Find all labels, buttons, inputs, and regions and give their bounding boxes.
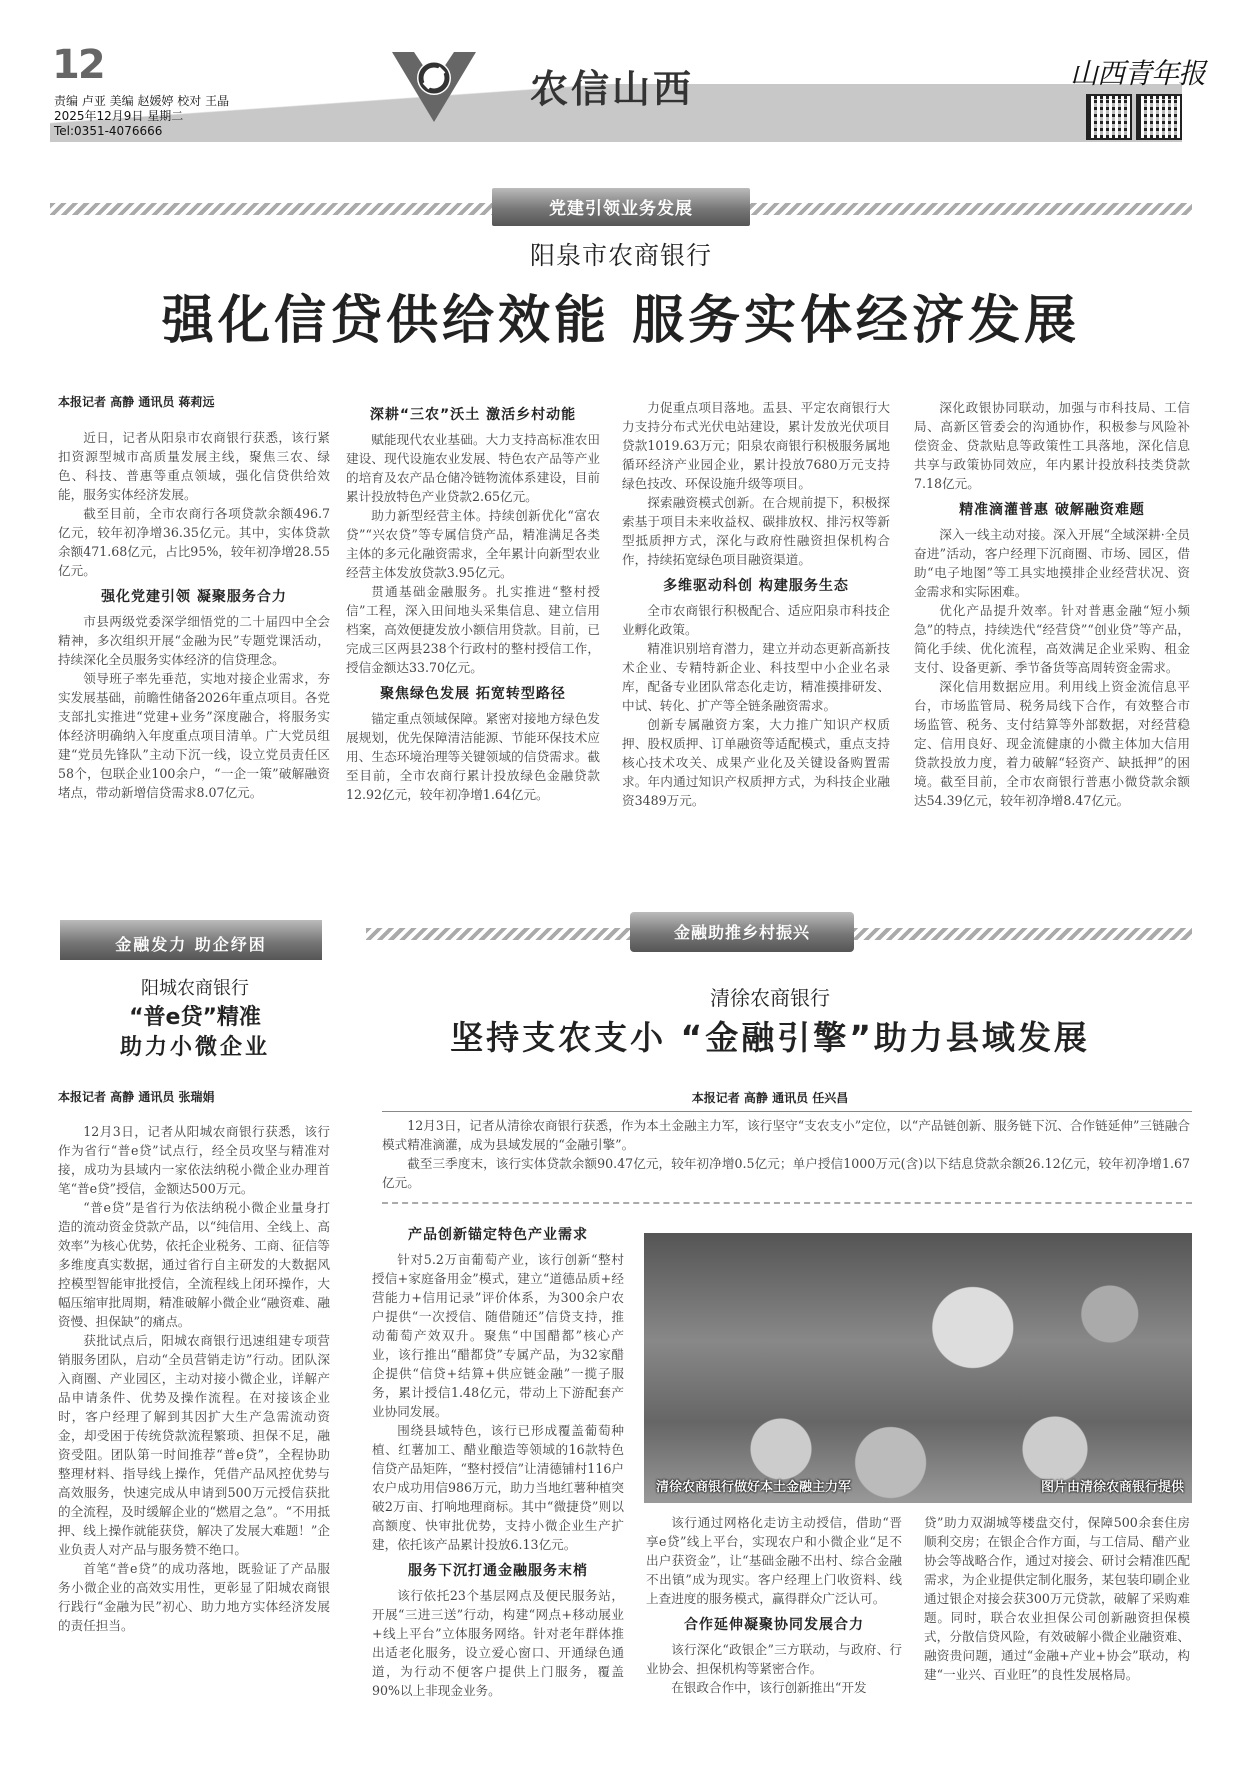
paragraph: 针对5.2万亩葡萄产业，该行创新“整村授信+家庭备用金”模式，建立“道德品质+经营能力+信用记录”评价体系，为300余户农户提供“一次授信、随借随还”信贷支持，推动葡萄产效双升。聚焦“中国醋都”核心产业，该行推出“醋都贷”专属产品，为32家醋企提供“信贷+结算+供应链金融”一揽子服务，累计授信1.48亿元，带动上下游配套产业协同发展。 [372, 1252, 624, 1419]
article-column [58, 1122, 330, 1635]
paragraph: 深化政银协同联动，加强与市科技局、工信局、高新区管委会的沟通协作，积极参与风险补偿资金、贷款贴息等政策性工具落地，深化信息共享与政策协同效应，年内累计投放科技类贷款7.18亿元。 [914, 400, 1190, 491]
article-column [58, 428, 330, 802]
divider [382, 1111, 1192, 1112]
paragraph: 优化产品提升效率。针对普惠金融“短小频急”的特点，持续迭代“经营贷”“创业贷”等产品，简化手续、优化流程，高效满足企业采购、租金支付、设备更新、季节备货等高周转资金需求。 [914, 603, 1190, 675]
editors-line: 责编 卢亚 美编 赵媛婷 校对 王晶 [54, 94, 230, 108]
article-column [646, 1513, 902, 1697]
paragraph: 12月3日，记者从阳城农商银行获悉，该行作为省行“普e贷”试点行，经全员攻坚与精准对接，成功为县域内一家依法纳税小微企业办理首笔“普e贷”授信，金额达500万元。 [58, 1124, 330, 1196]
article-byline: 本报记者 高静 通讯员 任兴昌 [691, 1091, 849, 1105]
paragraph: 截至目前，全市农商行各项贷款余额496.7亿元，较年初净增36.35亿元。其中，实体贷款余额471.68亿元，占比95%，较年初净增28.55亿元。 [58, 506, 330, 578]
subheading: 多维驱动科创 构建服务生态 [663, 578, 849, 594]
paragraph: 创新专属融资方案，大力推广知识产权质押、股权质押、订单融资等适配模式，重点支持核心技术攻关、成果产业化及关键设备购置需求。年内通过知识产权质押方式，为科技企业融资3489万元。 [622, 717, 890, 808]
article-column [372, 1218, 624, 1700]
section-banner-rural-revitalization: 金融助推乡村振兴 [630, 912, 854, 952]
paragraph: 首笔“普e贷”的成功落地，既验证了产品服务小微企业的高效实用性，更彰显了阳城农商银行践行“金融为民”初心、助力地方实体经济发展的责任担当。 [58, 1561, 330, 1633]
article-headline-line1: “普e贷”精准 [129, 1005, 261, 1030]
subheading: 深耕“三农”沃土 激活乡村动能 [369, 407, 577, 423]
paragraph: 该行深化“政银企”三方联动，与政府、行业协会、担保机构等紧密合作。 [646, 1642, 902, 1676]
news-photo [644, 1233, 1192, 1503]
divider [382, 1202, 1192, 1204]
paragraph: 贷”助力双湖城等楼盘交付，保障500余套住房顺利交房；在银企合作方面，与工信局、醋产业协会等战略合作，通过对接会、研讨会精准匹配需求，为企业提供定制化服务，某包装印刷企业通过银企对接会获300万元贷款，破解了采购难题。同时，联合农业担保公司创新融资担保模式，分散信贷风险，有效破解小微企业融资难、融资贵问题，通过“金融+产业+协会”联动，构建“一业兴、百业旺”的良性发展格局。 [924, 1515, 1190, 1682]
article-lead [382, 1116, 1190, 1192]
photo-credit: 图片由清徐农商银行提供 [1040, 1480, 1184, 1495]
subheading: 强化党建引领 凝聚服务合力 [101, 589, 287, 605]
paragraph: 截至三季度末，该行实体贷款余额90.47亿元，较年初净增0.5亿元；单户授信1000万元(含)以下结息贷款余额26.12亿元，较年初净增1.67亿元。 [382, 1156, 1190, 1190]
date-line: 2025年12月9日 星期二 [54, 109, 184, 123]
subheading: 精准滴灌普惠 破解融资难题 [959, 502, 1145, 518]
paragraph: 深入一线主动对接。深入开展“全域深耕·全员奋进”活动，客户经理下沉商圈、市场、园区，借助“电子地图”等工具实地摸排企业经营状况、资金需求和实际困难。 [914, 527, 1190, 599]
tel-line: Tel:0351-4076666 [54, 124, 163, 138]
article-kicker: 阳泉市农商银行 [529, 241, 712, 270]
paragraph: 领导班子率先垂范，实地对接企业需求，夯实发展基础，前瞻性储备2026年重点项目。各党支部扎实推进“党建+业务”深度融合，将服务实体经济明确纳入年度重点项目清单。广大党员组建“党员先锋队”主动下沉一线，设立党员责任区58个，包联企业100余户，“一企一策”破解融资堵点，带动新增信贷需求8.07亿元。 [58, 671, 330, 800]
article-headline: 强化信贷供给效能 服务实体经济发展 [161, 291, 1081, 351]
paragraph: 该行依托23个基层网点及便民服务站，开展“三进三送”行动，构建“网点+移动展业+线上平台”立体服务网络。针对老年群体推出适老化服务，设立爱心窗口、开通绿色通道，为行动不便客户提供上门服务，覆盖90%以上非现金业务。 [372, 1588, 624, 1698]
paragraph: 探索融资模式创新。在合规前提下，积极探索基于项目未来收益权、碳排放权、排污权等新型抵质押方式，深化与政府性融资担保机构合作，持续拓宽绿色项目融资渠道。 [622, 495, 890, 567]
paragraph: 该行通过网格化走访主动授信，借助“晋享e贷”线上平台，实现农户和小微企业“足不出户获资金”，让“基础金融不出村、综合金融不出镇”成为现实。客户经理上门收资料、线上查进度的服务模式，赢得群众广泛认可。 [646, 1515, 902, 1606]
subheading: 服务下沉打通金融服务末梢 [408, 1563, 588, 1579]
subheading: 产品创新锚定特色产业需求 [408, 1227, 588, 1243]
article-column [924, 1513, 1190, 1684]
article-kicker: 清徐农商银行 [710, 986, 830, 1010]
article-headline: 坚持支农支小 “金融引擎”助力县域发展 [450, 1018, 1090, 1057]
section-banner-finance: 金融发力 助企纾困 [60, 920, 322, 960]
masthead-meta [54, 94, 229, 139]
page-number: 12 [52, 42, 104, 88]
paragraph: 贯通基础金融服务。扎实推进“整村授信”工程，深入田间地头采集信息、建立信用档案，高效便捷发放小额信用贷款。目前，已完成三区两县238个行政村的整村授信工作，授信金额达33.70亿元。 [346, 584, 600, 675]
paragraph: 力促重点项目落地。盂县、平定农商银行大力支持分布式光伏电站建设，累计发放光伏项目贷款1019.63万元；阳泉农商银行积极服务属地循环经济产业园企业，累计投放7680万元支持绿色技改、环保设施升级等项目。 [622, 400, 890, 491]
article-column [914, 398, 1190, 810]
paragraph: 获批试点后，阳城农商银行迅速组建专项营销服务团队，启动“全员营销走访”行动。团队深入商圈、产业园区，主动对接小微企业，详解产品申请条件、优势及操作流程。在对接该企业时，客户经理了解到其因扩大生产急需流动资金，却受困于传统贷款流程繁琐、担保不足，融资受阻。团队第一时间推荐“普e贷”，全程协助整理材料、指导线上操作，凭借产品风控优势与高效服务，快速完成从申请到500万元授信获批的全流程，及时缓解企业的“燃眉之急”。“不用抵押、线上操作就能获贷，解决了发展大难题！”企业负责人对产品与服务赞不绝口。 [58, 1333, 330, 1557]
paragraph: 12月3日，记者从清徐农商银行获悉，作为本土金融主力军，该行坚守“支农支小”定位，以“产品链创新、服务链下沉、合作链延伸”三链融合模式精准滴灌，成为县域发展的“金融引擎”。 [382, 1118, 1190, 1152]
paragraph: 市县两级党委深学细悟党的二十届四中全会精神，多次组织开展“金融为民”专题党课活动，持续深化全员服务实体经济的信贷理念。 [58, 614, 330, 667]
photo-caption: 清徐农商银行做好本土金融主力军 [656, 1480, 852, 1495]
section-title: 农信山西 [530, 67, 695, 111]
article-headline-line2: 助力小微企业 [119, 1035, 270, 1060]
paragraph: 全市农商银行积极配合、适应阳泉市科技企业孵化政策。 [622, 603, 890, 637]
paragraph: 锚定重点领域保障。紧密对接地方绿色发展规划，优先保障清洁能源、节能环保技术应用、生态环境治理等关键领域的信贷需求。截至目前，全市农商行累计投放绿色金融贷款12.92亿元，较年初净增1.64亿元。 [346, 711, 600, 802]
paragraph: 深化信用数据应用。利用线上资金流信息平台，市场监管局、税务局线下合作，有效整合市场监管、税务、支付结算等外部数据，对经营稳定、信用良好、现金流健康的小微主体加大信用贷款投放力度，着力破解“轻资产、缺抵押”的困境。截至目前，全市农商银行普惠小微贷款余额达54.39亿元，较年初净增8.47亿元。 [914, 679, 1190, 808]
newspaper-name: 山西青年报 [1070, 57, 1206, 90]
paragraph: 赋能现代农业基础。大力支持高标准农田建设、现代设施农业发展、特色农产品等产业的培育及农产品仓储冷链物流体系建设，目前累计投放特色产业贷款2.65亿元。 [346, 432, 600, 504]
article-column [346, 398, 600, 804]
paragraph: 近日，记者从阳泉市农商银行获悉，该行紧扣资源型城市高质量发展主线，聚焦三农、绿色、科技、普惠等重点领域，强化信贷供给效能，服务实体经济发展。 [58, 430, 330, 502]
qr-code-icon [1086, 94, 1132, 140]
paragraph: 在银政合作中，该行创新推出“开发 [671, 1680, 867, 1695]
article-kicker: 阳城农商银行 [141, 978, 249, 999]
subheading: 聚焦绿色发展 拓宽转型路径 [380, 686, 566, 702]
article-byline: 本报记者 高静 通讯员 蒋莉远 [58, 395, 215, 409]
section-banner-party-building: 党建引领业务发展 [492, 188, 750, 226]
rural-credit-logo-icon [392, 52, 476, 122]
subheading: 合作延伸凝聚协同发展合力 [684, 1617, 864, 1633]
paragraph: 围绕县域特色，该行已形成覆盖葡萄种植、红薯加工、醋业酿造等领域的16款特色信贷产品矩阵，“整村授信”让清德铺村116户农户成功用信986万元，助力当地红薯种植突破2万亩、打响地理商标。其中“微捷贷”则以高额度、快审批优势，支持小微企业生产扩建，依托该产品累计投放6.13亿元。 [372, 1423, 624, 1552]
paragraph: “普e贷”是省行为依法纳税小微企业量身打造的流动资金贷款产品，以“纯信用、全线上、高效率”为核心优势，依托企业税务、工商、征信等多维度真实数据，通过省行自主研发的大数据风控模型智能审批授信，全流程线上闭环操作，大幅压缩审批周期，精准破解小微企业“融资难、融资慢、担保缺”的痛点。 [58, 1200, 330, 1329]
article-column [622, 398, 890, 810]
qr-code-icon [1136, 94, 1182, 140]
paragraph: 助力新型经营主体。持续创新优化“富农贷”“兴农贷”等专属信贷产品，精准满足各类主体的多元化融资需求，全年累计向新型农业经营主体发放贷款3.95亿元。 [346, 508, 600, 580]
paragraph: 精准识别培育潜力，建立并动态更新高新技术企业、专精特新企业、科技型中小企业名录库，配备专业团队常态化走访，精准摸排研发、中试、转化、扩产等全链条融资需求。 [622, 641, 890, 713]
article-byline: 本报记者 高静 通讯员 张瑞娟 [58, 1090, 215, 1104]
